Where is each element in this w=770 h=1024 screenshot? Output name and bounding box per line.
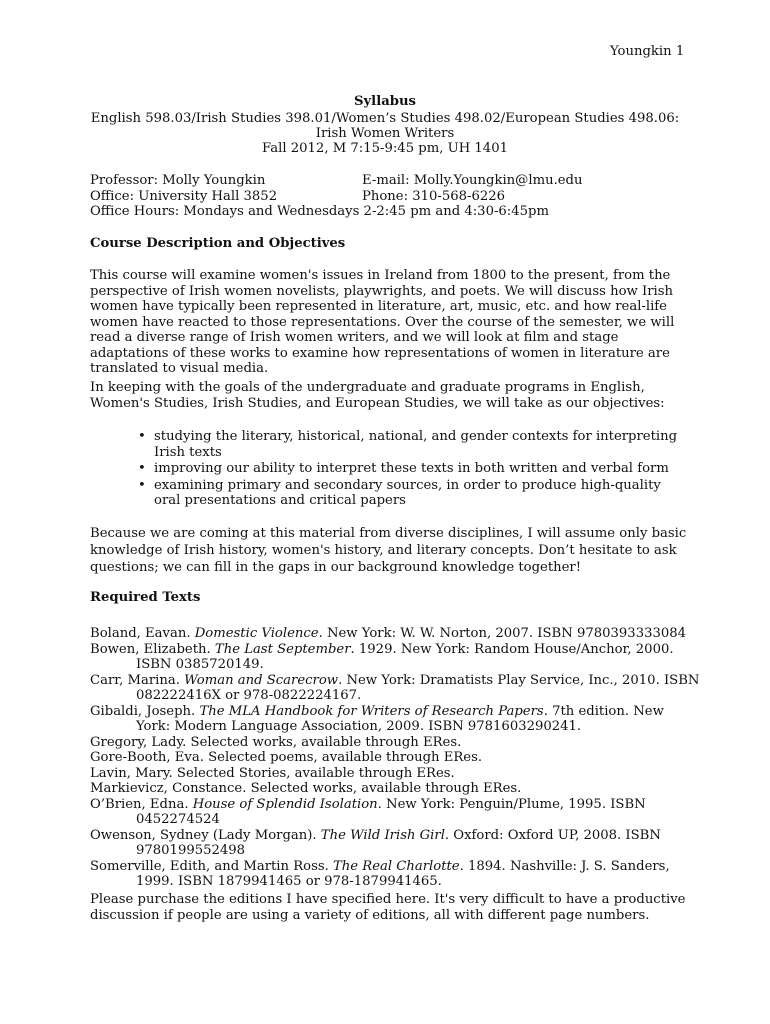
list-item: Somerville, Edith, and Martin Ross. The Real Charlotte. 1894. Nashville: J. S. Sanders, 1999. ISBN 1879941465 or 978-1879941465. bbox=[90, 858, 670, 889]
list-item: Carr, Marina. Woman and Scarecrow. New York: Dramatists Play Service, Inc., 2010. ISBN 082222416X or 978-0822224167. bbox=[90, 672, 700, 703]
professor-name: Professor: Molly Youngkin bbox=[90, 173, 266, 188]
course-codes: English 598.03/Irish Studies 398.01/Women’s Studies 498.02/European Studies 498.06: bbox=[90, 111, 680, 126]
list-item: Boland, Eavan. Domestic Violence. New York: W. W. Norton, 2007. ISBN 9780393333084 bbox=[90, 626, 687, 641]
document-title: Syllabus bbox=[354, 94, 416, 109]
list-item: Bowen, Elizabeth. The Last September. 1929. New York: Random House/Anchor, 2000. ISBN 0385720149. bbox=[90, 641, 674, 672]
course-description-paragraph: This course will examine women's issues in Ireland from 1800 to the present, from the perspective of Irish women novelists, playwrights, and poets. We will discuss how Irish women have typically been represented in literature, art, music, etc. and how real-life women have reacted to those representations. Over the course of the semester, we will read a diverse range of Irish women writers, and we will look at film and stage adaptations of these works to examine how representations of women in literature are translated to visual media. bbox=[90, 268, 675, 376]
list-item: Gore-Booth, Eva. Selected poems, available through ERes. bbox=[90, 750, 483, 765]
list-item: • examining primary and secondary sources, in order to produce high-quality oral presentations and critical papers bbox=[128, 478, 688, 509]
list-item: Owenson, Sydney (Lady Morgan). The Wild Irish Girl. Oxford: Oxford UP, 2008. ISBN 9780199552498 bbox=[90, 827, 661, 858]
list-item: • improving our ability to interpret these texts in both written and verbal form bbox=[128, 461, 688, 477]
office-location: Office: University Hall 3852 bbox=[90, 189, 278, 204]
office-hours: Office Hours: Mondays and Wednesdays 2-2:45 pm and 4:30-6:45pm bbox=[90, 204, 549, 219]
list-item: • studying the literary, historical, national, and gender contexts for interpreting Irish texts bbox=[128, 429, 688, 460]
course-name: Irish Women Writers bbox=[315, 126, 455, 141]
background-knowledge-paragraph: Because we are coming at this material from diverse disciplines, I will assume only basic knowledge of Irish history, women's history, and literary concepts. Don’t hesitate to ask questions; we can fill in the gaps in our background knowledge together! bbox=[90, 526, 687, 575]
list-item: Markievicz, Constance. Selected works, available through ERes. bbox=[90, 781, 522, 796]
list-item: Lavin, Mary. Selected Stories, available through ERes. bbox=[90, 765, 455, 781]
objectives-list bbox=[128, 429, 688, 510]
professor-email: E-mail: Molly.Youngkin@lmu.edu bbox=[362, 173, 583, 188]
list-item: O’Brien, Edna. House of Splendid Isolation. New York: Penguin/Plume, 1995. ISBN 0452274524 bbox=[90, 796, 646, 827]
required-texts-list bbox=[90, 626, 700, 890]
page-number-header: Youngkin 1 bbox=[610, 44, 685, 59]
course-description-heading: Course Description and Objectives bbox=[90, 236, 346, 251]
required-texts-heading: Required Texts bbox=[90, 590, 201, 605]
list-item: Gibaldi, Joseph. The MLA Handbook for Writers of Research Papers. 7th edition. New York: Modern Language Association, 2009. ISBN 9781603290241. bbox=[90, 703, 664, 734]
course-schedule: Fall 2012, M 7:15-9:45 pm, UH 1401 bbox=[262, 141, 508, 156]
editions-note-paragraph: Please purchase the editions I have specified here. It's very difficult to have a productive discussion if people are using a variety of editions, all with different page numbers. bbox=[90, 892, 686, 923]
phone-number: Phone: 310-568-6226 bbox=[362, 189, 506, 204]
list-item: Gregory, Lady. Selected works, available through ERes. bbox=[90, 734, 462, 750]
objectives-intro-paragraph: In keeping with the goals of the undergraduate and graduate programs in English, Women's Studies, Irish Studies, and European Studies, we will take as our objectives: bbox=[90, 380, 665, 411]
